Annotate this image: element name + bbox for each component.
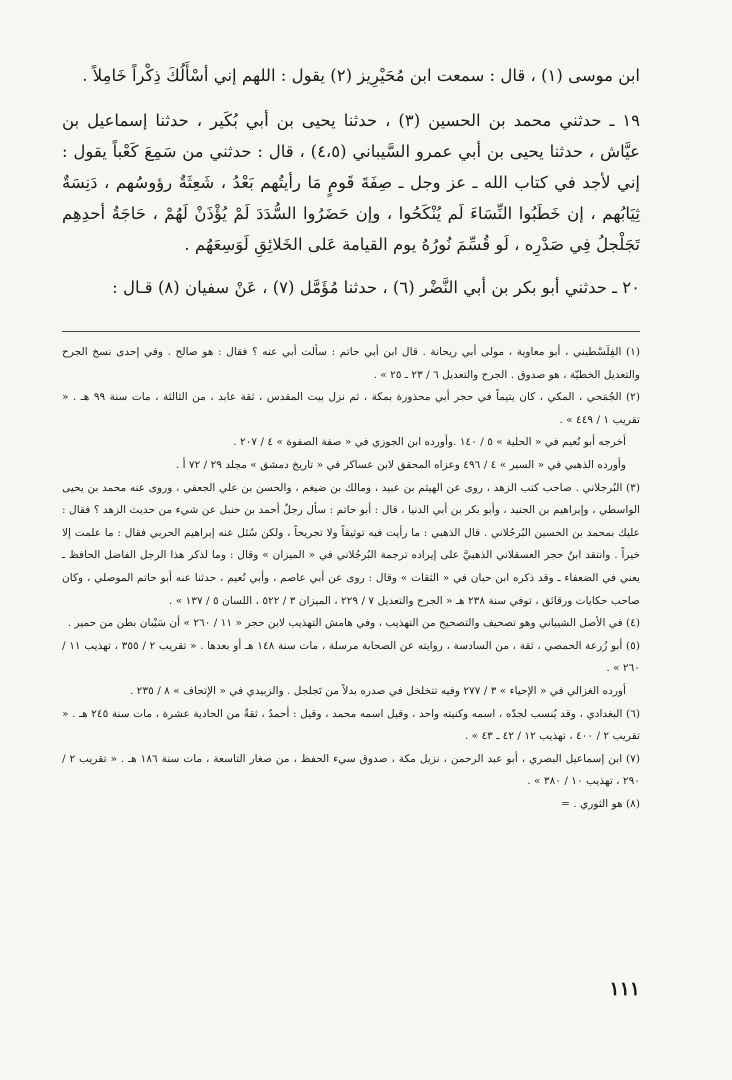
footnote-5: (٥) أبو زُرعة الحمصي ، ثقة ، من السادسة ، روايته عن الصحابة مرسلة ، مات سنة ١٤٨ هـ أو بعدها . « تقريب ٢ / ٣٥٥ ، تهذيب ١١ / ٢٦٠ » .: [62, 639, 640, 675]
footnote-4: (٤) في الأصل الشيباني وهو تصحيف والتصحيح من التهذيب ، وفي هامش التهذيب لابن حجر « ١١ / ٢٦٠ » أن سَيْبان بطن من حمير .: [67, 617, 640, 630]
continuation-line: ابن موسى (١) ، قال : سمعت ابن مُحَيْرِيز (٢) يقول : اللهم إني أسْأَلُكَ ذِكْراً خَامِلاً .: [82, 66, 640, 85]
footnote-6: (٦) البغدادي ، وقد يُنسب لجدّه ، اسمه وكنيته واحد ، وقيل اسمه محمد ، وقيل : أحمدُ ، ثقةٌ من الحادية عشرة ، مات سنة ٢٤٥ هـ . « تقريب ٢ / ٤٠٠ ، تهذيب ١٢ / ٤٢ ـ ٤٣ » .: [62, 707, 640, 743]
main-text: [62, 60, 640, 303]
footnotes: [62, 341, 640, 815]
hadith-19: ١٩ ـ حدثني محمد بن الحسين (٣) ، حدثنا يحيى بن أبي بُكَير ، حدثنا إسماعيل بن عيَّاش ، حدثنا يحيى بن أبي عمرو السَّيباني (٤،٥) ، قال : حدثني من سَمِعَ كَعْباً يقول : إني لأجد في كتاب الله ـ عز وجل ـ صِفَةَ قَومٍ مَا رأيتُهم بَعْدُ ، شَعِثَةٌ رؤوسُهم ، دَنِسَةٌ ثِيَابُهم ، إن خَطَبُوا النِّسَاءَ لَم يُنْكَحُوا ، وإن حَضَرُوا السُّدَدَ لَمْ يُؤْذَنْ لَهُمْ ، حَاجَةُ أحدِهِم تَجَلْجلُ فِي صَدْرِه ، لَو قُسِّمَ نُورُهُ يوم القيامة عَلى الخَلائِقِ لَوَسِعَهُم .: [62, 111, 640, 254]
takhrij-19a: أخرجه أبو نُعيم في « الحلية » ٥ / ١٤٠ .وأورده ابن الجوزي في « صفة الصفوة » ٤ / ٢٠٧ .: [233, 436, 626, 449]
footnote-8: (٨) هو الثوري . =: [561, 797, 640, 810]
footnote-7: (٧) ابن إسماعيل البصري ، أبو عبد الرحمن ، نزيل مكة ، صدوق سيء الحفظ ، من صغار التاسعة ، مات سنة ١٨٦ هـ . « تقريب ٢ / ٢٩٠ ، تهذيب ١٠ / ٣٨٠ » .: [62, 752, 641, 788]
hadith-20: ٢٠ ـ حدثني أبو بكر بن أبي النَّضْر (٦) ، حدثنا مُؤَمَّل (٧) ، عَنْ سفيان (٨) قـال :: [112, 278, 640, 297]
footnote-1: (١) الفِلَسْطيني ، أبو معاوية ، مولى أبي ريحانة . قال ابن أبي حاتم : سألت أبي عنه ؟ فقال : هو صالح . وفي إحدى نسخ الجرح والتعديل الخطيّة ، هو صدوق . الجرح والتعديل ٦ / ٢٣ ـ ٢٥ » .: [62, 346, 640, 381]
takhrij-19b: وأورده الذهبي في « السير » ٤ / ٤٩٦ وعزاه المحقق لابن عساكر في « تاريخ دمشق » مجلد ٢٩ / ٧٢ أ .: [175, 458, 626, 471]
footnote-divider: [62, 331, 640, 332]
takhrij-20: أورده الغزالي في « الإحياء » ٣ / ٢٧٧ وفيه تتخلخل في صدره بدلاً من تَجلجل . والزبيدي في « الإتحاف » ٨ / ٢٣٥ .: [130, 684, 626, 697]
book-page: [62, 0, 640, 1080]
footnote-2: (٢) الجُمَحي ، المكي ، كان يتيماً في حجر أبي محذورة بمكة ، ثم نزل بيت المقدس ، ثقة عابد ، من الثالثة ، مات سنة ٩٩ هـ . « تقريب ١ / ٤٤٩ » .: [62, 391, 640, 426]
footnote-3: (٣) البُرجلاني . صاحب كتب الزهد ، روى عن الهيثم بن عبيد ، ومالك بن ضيغم ، والحسن بن علي الجعفي ، وروى عنه محمد بن يحيى الواسطي ، وإبراهيم بن الجنيد ، وأبو بكر بن أبي الدنيا ، قال : أبو حاتم : سأل رجلٌ أحمد بن حنبل عن شيء من حديث الزهد ؟ فقال : عليك بمحمد بن الحسين البُرجُلاني . قال الذهبي : ما رأيت فيه توثيقاً ولا تجريحاً ، ولكن سُئل عنه إبراهيم الحربي فقال : ما علمت إلا خيراً . وانتقد ابنُ حجر العسقلاني الذهبيَّ على إيراده ترجمة البُرجُلاني في « الميزان » وقال : وما لذكر هذا الرجل الفاضل الحافظ ـ يعني في الضعفاء ـ وقد ذكره ابن حبان في « الثقات » وقال : روى عن أبي عاصم ، وأبي نُعيم ، حدثنا عنه أبو حاتم الموصلي ، وكان صاحب حكايات ورقائق ، توفي سنة ٢٣٨ هـ « الجرح والتعديل ٧ / ٢٢٩ ، الميزان ٣ / ٥٢٢ ، اللسان ٥ / ١٣٧ » .: [62, 481, 640, 607]
page-number: ١١١: [609, 978, 640, 1000]
